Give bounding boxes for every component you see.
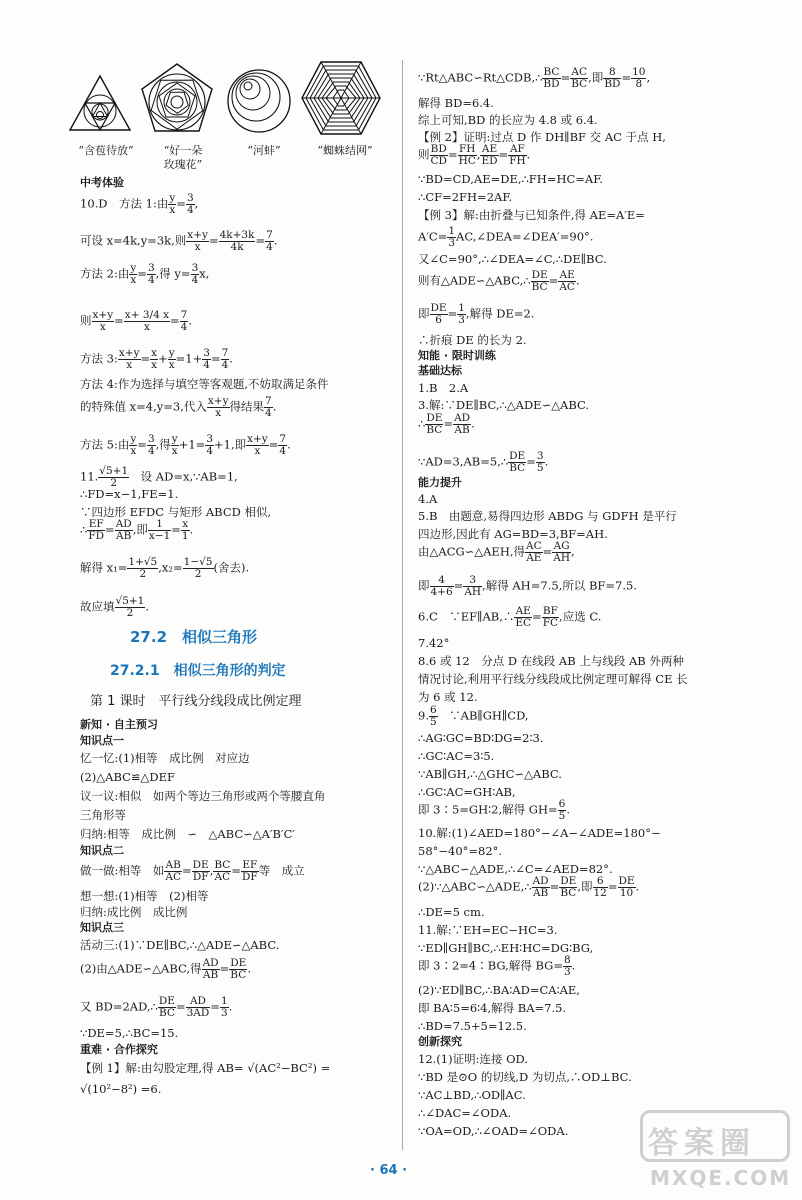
- solution-line: 可设 x=4k,y=3k,则 $\frac{x+y}{x}$ = $\frac{4k+3k}{4k}$ = $\frac{7}{4}$ .: [80, 229, 278, 253]
- answer-line: 综上可知,BD 的长应为 4.8 或 6.4.: [418, 113, 598, 127]
- answer-line: ∴DE=5 cm.: [418, 905, 485, 919]
- answer-line: 【例 3】解:由折叠与已知条件,得 AE=A′E=: [418, 208, 645, 222]
- answer-line: ∵ED∥GH∥BC,∴EH∶HC=DG∶BG,: [418, 941, 594, 955]
- subheading: 重难 · 合作探究: [80, 1043, 158, 1056]
- figure-caption: 玫瑰花”: [163, 158, 203, 171]
- answer-line: 忆一忆:(1)相等 成比例 对应边: [80, 751, 250, 765]
- answer-line: 10.解:(1)∠AED=180°−∠A−∠ADE=180°−: [418, 826, 661, 840]
- section-title: 27.2 相似三角形: [130, 628, 258, 646]
- answer-line: 12.(1)证明:连接 OD.: [418, 1052, 529, 1066]
- answer-line: ∴折痕 DE 的长为 2.: [418, 333, 527, 347]
- answer-line: 议一议:相似 如两个等边三角形或两个等腰直角: [80, 789, 326, 803]
- solution-line: ∴FD=x−1,FE=1.: [80, 487, 179, 501]
- figure-caption: “好一朵: [163, 144, 203, 157]
- answer-line: ∵OA=OD,∴∠OAD=∠ODA.: [418, 1124, 569, 1138]
- answer-line: √(10²−8²) =6.: [80, 1082, 162, 1096]
- answer-line: 1.B 2.A: [418, 381, 469, 395]
- subheading: 创新探究: [418, 1035, 462, 1048]
- subheading: 新知 · 自主预习: [80, 718, 158, 731]
- answer-line: 又∠C=90°,∴∠DEA=∠C,∴DE∥BC.: [418, 252, 607, 266]
- column-divider: [402, 60, 403, 1150]
- solution-line: ∵四边形 EFDC 与矩形 ABCD 相似,: [80, 505, 272, 519]
- answer-line: ∵BD=CD,AE=DE,∴FH=HC=AF.: [418, 172, 604, 186]
- answer-line: 归纳:相等 成比例 ∽ △ABC∽△A′B′C′: [80, 827, 295, 841]
- watermark-text: 答案圈: [648, 1126, 756, 1161]
- answer-line: 11.解:∵EH=EC−HC=3.: [418, 923, 558, 937]
- answer-line: ∵DE=5,∴BC=15.: [80, 1026, 179, 1040]
- answer-line: 【例 2】证明:过点 D 作 DH∥BF 交 AC 于点 H,: [418, 130, 666, 144]
- answer-line: ∴∠DAC=∠ODA.: [418, 1106, 512, 1120]
- answer-line: 又 BD=2AD,∴ $\frac{DE}{BC}$ = $\frac{AD}{3AD}$ = $\frac{1}{3}$ .: [80, 995, 233, 1019]
- solution-line: 10.D 方法 1:由 $\frac{y}{x}$ = $\frac{3}{4}$ ,: [80, 192, 199, 216]
- solution-line: 方法 4:作为选择与填空等客观题,不妨取满足条件: [80, 377, 329, 391]
- subheading: 基础达标: [418, 364, 462, 377]
- answer-line: ∴CF=2FH=2AF.: [418, 190, 513, 204]
- answer-line: 4.A: [418, 492, 438, 506]
- solution-line: 故应填 $\frac{√5+1}{2}$ .: [80, 595, 150, 619]
- solution-line: 的特殊值 x=4,y=3,代入 $\frac{x+y}{x}$ 得结果 $\frac{7}{4}$ .: [80, 395, 277, 419]
- figure-spiderweb-hexagons: [301, 60, 381, 136]
- answer-line: ∴GC∶AC=3∶5.: [418, 749, 495, 763]
- answer-line: 四边形,因此有 AG=BD=3,BF=AH.: [418, 527, 608, 541]
- page-number: · 64 ·: [370, 1163, 408, 1178]
- figure-bud-triangles: [68, 74, 132, 132]
- answer-line: ∵AB∥GH,∴△GHC∽△ABC.: [418, 767, 562, 781]
- subheading: 知识点三: [80, 921, 124, 934]
- answer-line: 即 BA∶5=6∶4,解得 BA=7.5.: [418, 1001, 567, 1015]
- solution-line: 解得 x₁= $\frac{1+√5}{2}$ ,x₂= $\frac{1-√5}{2}$ (舍去).: [80, 556, 250, 580]
- answer-line: ∵Rt△ABC∽Rt△CDB,∴ $\frac{BC}{BD}$ = $\frac{AC}{BC}$ ,即 $\frac{8}{BD}$ = $\frac{10}{8}$ ,: [418, 66, 651, 90]
- subheading: 知识点二: [80, 844, 124, 857]
- answer-line: 活动三:(1)∵DE∥BC,∴△ADE∽△ABC.: [80, 938, 280, 952]
- answer-line: ∴BD=7.5+5=12.5.: [418, 1019, 527, 1033]
- subsection-title: 27.2.1 相似三角形的判定: [110, 663, 286, 679]
- answer-line: ∴AG∶GC=BD∶DG=2∶3.: [418, 731, 544, 745]
- watermark-logo: [640, 1110, 790, 1190]
- figure-caption: “含苞待放”: [78, 144, 134, 157]
- solution-line: 则 $\frac{x+y}{x}$ = $\frac{x+ 3/4 x}{x}$ = $\frac{7}{4}$ .: [80, 309, 192, 333]
- answer-line: ∵AD=3,AB=5,∴ $\frac{DE}{BC}$ = $\frac{3}{5}$ .: [418, 450, 549, 474]
- answer-line: (2)由△ADE∽△ABC,得 $\frac{AD}{AB}$ = $\frac{DE}{BC}$ .: [80, 957, 251, 981]
- answer-line: 做一做:相等 如 $\frac{AB}{AC}$ = $\frac{DE}{DF}$ , $\frac{BC}{AC}$ = $\frac{EF}{DF}$ 等 成立: [80, 859, 305, 883]
- answer-line: (2)∵△ABC∽△ADE,∴ $\frac{AD}{AB}$ = $\frac{DE}{BC}$ ,即 $\frac{6}{12}$ = $\frac{DE}{10}$ .: [418, 875, 640, 899]
- answer-line: 【例 1】解:由勾股定理,得 AB= √(AC²−BC²) =: [80, 1061, 331, 1075]
- solution-line: 11. $\frac{√5+1}{2}$ 设 AD=x,∵AB=1,: [80, 465, 238, 489]
- answer-line: (2)△ABC≌△DEF: [80, 770, 175, 784]
- figure-clam-circles: [226, 68, 292, 134]
- answer-line: 即 $\frac{DE}{6}$ = $\frac{1}{3}$ ,解得 DE=2.: [418, 302, 535, 326]
- answer-line: A′C= $\frac{1}{3}$ AC,∠DEA=∠DEA′=90°.: [418, 225, 594, 249]
- answer-line: (2)∵ED∥BC,∴BA∶AD=CA∶AE,: [418, 983, 580, 997]
- subheading: 知能 · 限时训练: [418, 349, 496, 362]
- subheading: 中考体验: [80, 176, 124, 189]
- figure-rose-pentagons: [140, 62, 214, 134]
- figure-caption: “河蚌”: [247, 144, 281, 157]
- answer-line: 9. $\frac{6}{5}$ ∵AB∥GH∥CD,: [418, 704, 529, 728]
- answer-line: ∵AC⊥BD,∴OD∥AC.: [418, 1088, 526, 1102]
- figure-caption: “蜘蛛结网”: [317, 144, 373, 157]
- answer-line: 即 $\frac{4}{4+6}$ = $\frac{3}{AH}$ ,解得 AH=7.5,所以 BF=7.5.: [418, 574, 637, 598]
- answer-line: 5.B 由题意,易得四边形 ABDG 与 GDFH 是平行: [418, 509, 677, 523]
- solution-line: ∴ $\frac{EF}{FD}$ = $\frac{AD}{AB}$ ,即 $\frac{1}{x-1}$ = $\frac{x}{1}$ .: [80, 518, 194, 542]
- answer-line: 归纳:成比例 成比例: [80, 905, 188, 919]
- answer-line: 即 3∶2=4∶BG,解得 BG= $\frac{8}{3}$ .: [418, 954, 576, 978]
- answer-line: 3.解:∵DE∥BC,∴△ADE∽△ABC.: [418, 398, 590, 412]
- answer-line: 7.42°: [418, 636, 450, 650]
- answer-line: 为 6 或 12.: [418, 690, 478, 704]
- answer-line: 由△ACG∽△AEH,得 $\frac{AC}{AE}$ = $\frac{AG}{AH}$ ,: [418, 540, 575, 564]
- answer-line: 6.C ∵EF∥AB,∴ $\frac{AE}{EC}$ = $\frac{BF}{FC}$ ,应选 C.: [418, 605, 602, 629]
- solution-line: 方法 3: $\frac{x+y}{x}$ = $\frac{x}{x}$ + $\frac{y}{x}$ =1+ $\frac{3}{4}$ = $\frac{7}{4}$ .: [80, 347, 233, 371]
- answer-line: 则 $\frac{BD}{CD}$ = $\frac{FH}{HC}$ , $\frac{AE}{ED}$ = $\frac{AF}{FH}$ .: [418, 143, 531, 167]
- watermark-url: MXQE.COM: [650, 1166, 792, 1190]
- answer-line: 解得 BD=6.4.: [418, 96, 494, 110]
- subheading: 能力提升: [418, 476, 462, 489]
- answer-line: 58°−40°=82°.: [418, 844, 503, 858]
- answer-line: ∵BD 是⊙O 的切线,D 为切点,∴OD⊥BC.: [418, 1070, 632, 1084]
- solution-line: 方法 2:由 $\frac{y}{x}$ = $\frac{3}{4}$ ,得 y= $\frac{3}{4}$ x,: [80, 262, 210, 286]
- answer-line: ∴GC∶AC=GH∶AB,: [418, 785, 516, 799]
- answer-line: 情况讨论,利用平行线分线段成比例定理可解得 CE 长: [418, 672, 688, 686]
- solution-line: 方法 5:由 $\frac{y}{x}$ = $\frac{3}{4}$ ,得 $\frac{y}{x}$ +1= $\frac{3}{4}$ +1,即 $\frac{x+y}{x}$ = $\frac{7}{4}$ .: [80, 433, 291, 457]
- answer-line: 则有△ADE∽△ABC,∴ $\frac{DE}{BC}$ = $\frac{AE}{AC}$ .: [418, 269, 580, 293]
- answer-line: 即 3∶5=GH∶2,解得 GH= $\frac{6}{5}$ .: [418, 798, 570, 822]
- answer-line: 想一想:(1)相等 (2)相等: [80, 889, 209, 903]
- answer-line: ∴ $\frac{DE}{BC}$ = $\frac{AD}{AB}$ .: [418, 412, 475, 436]
- answer-line: 8.6 或 12 分点 D 在线段 AB 上与线段 AB 外两种: [418, 654, 684, 668]
- subheading: 知识点一: [80, 734, 124, 747]
- answer-line: ∵△ABC∽△ADE,∴∠C=∠AED=82°.: [418, 862, 613, 876]
- answer-line: 三角形等: [80, 808, 126, 822]
- lesson-title: 第 1 课时 平行线分线段成比例定理: [90, 694, 302, 709]
